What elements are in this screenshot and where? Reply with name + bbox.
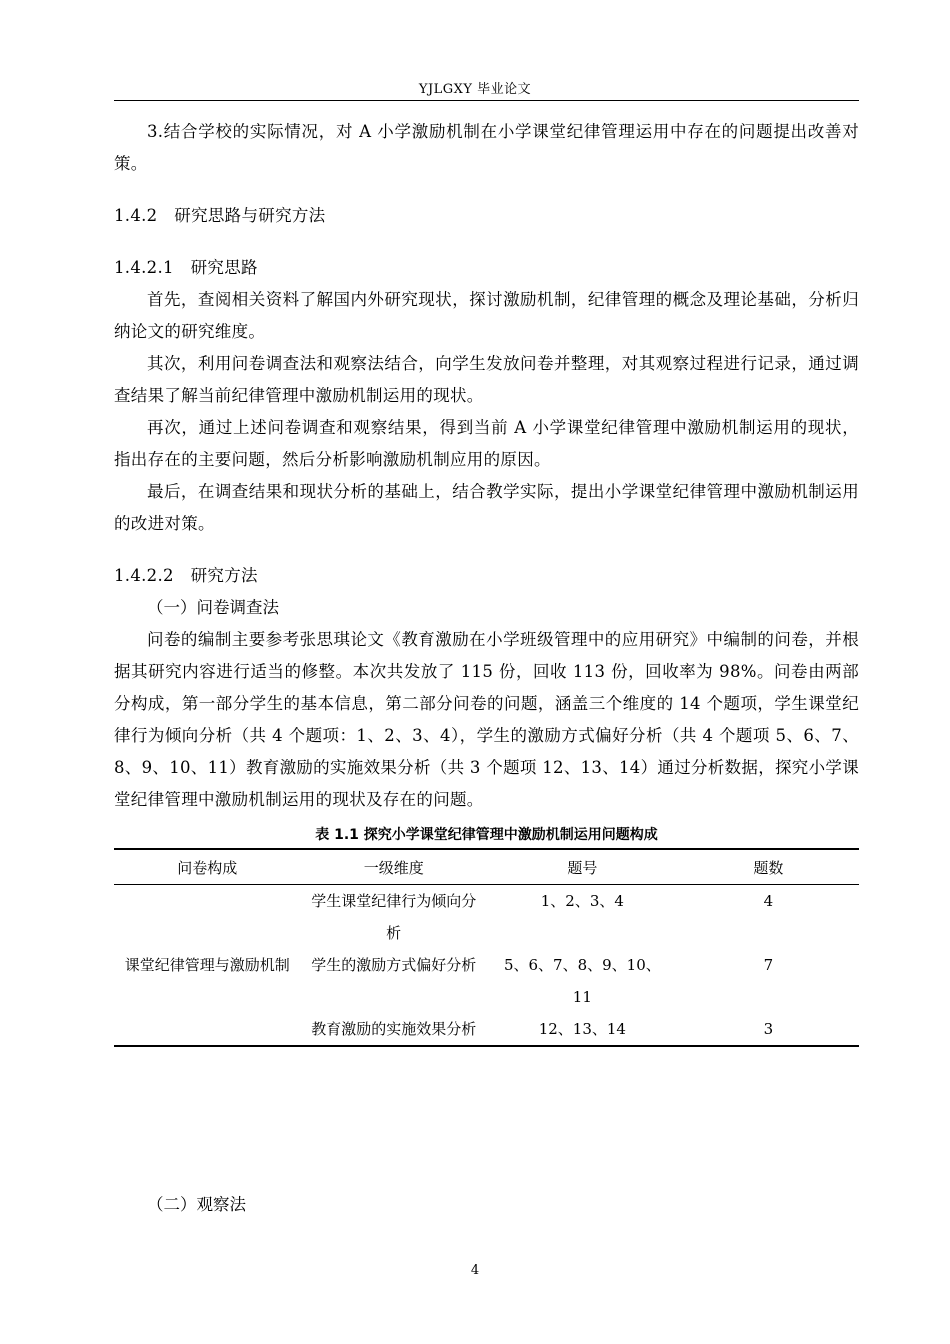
table-group-cell xyxy=(114,885,301,1047)
table-cell xyxy=(301,1013,487,1046)
paragraph-questionnaire: 问卷的编制主要参考张思琪论文《教育激励在小学班级管理中的应用研究》中编制的问卷，并根据其研究内容进行适当的修整。本次共发放了 115 份，回收 113 份，回收率为 98%。问卷由两部分构成，第一部分学生的基本信息，第二部分问卷的问题，涵盖三个维度的 14 个题项，学生课堂纪律行为倾向分析（共 4 个题项：1、2、3、4），学生的激励方式偏好分析（共 4 个题项 5、6、7、8、9、10、11）教育激励的实施效果分析（共 3 个题项 12、13、14）通过分析数据，探究小学课堂纪律管理中激励机制运用的现状及存在的问题。 xyxy=(114,630,860,809)
dimension-label: 学生课堂纪律行为倾向分析 xyxy=(311,892,477,942)
section-heading-1-4-2-1: 1.4.2.1 研究思路 xyxy=(114,258,258,277)
table-header-cell: 问卷构成 xyxy=(114,849,301,885)
table-row xyxy=(114,885,859,950)
method-observation-title: （二）观察法 xyxy=(147,1195,246,1214)
page-header: YJLGXY 毕业论文 xyxy=(418,82,532,97)
section-heading-1-4-2: 1.4.2 研究思路与研究方法 xyxy=(114,206,326,225)
table-cell: 4 xyxy=(763,892,774,910)
item-numbers: 5、6、7、8、9、10、11 xyxy=(503,956,661,1006)
table-header-cell: 题数 xyxy=(678,849,859,885)
paragraph-second: 其次，利用问卷调查法和观察法结合，向学生发放问卷并整理，对其观察过程进行记录，通过调查结果了解当前纪律管理中激励机制运用的现状。 xyxy=(114,354,859,405)
table-cell: 3 xyxy=(763,1020,774,1038)
table-cell xyxy=(301,885,487,950)
page-content xyxy=(114,116,859,1047)
item-numbers: 1、2、3、4 xyxy=(540,892,624,910)
header-divider xyxy=(114,100,859,101)
structure-table xyxy=(114,848,859,1047)
table-cell: 7 xyxy=(763,956,774,974)
table-caption: 表 1.1 探究小学课堂纪律管理中激励机制运用问题构成 xyxy=(315,827,658,843)
table-header-row xyxy=(114,849,859,885)
method-questionnaire-title: （一）问卷调查法 xyxy=(147,598,279,617)
table-header-cell: 一级维度 xyxy=(301,849,487,885)
dimension-label: 教育激励的实施效果分析 xyxy=(311,1020,477,1038)
group-label: 课堂纪律管理与激励机制 xyxy=(124,956,290,974)
table-cell xyxy=(301,949,487,1013)
table-header-cell: 题号 xyxy=(487,849,678,885)
paragraph-third: 再次，通过上述问卷调查和观察结果，得到当前 A 小学课堂纪律管理中激励机制运用的现状，指出存在的主要问题，然后分析影响激励机制应用的原因。 xyxy=(114,418,859,469)
table-cell xyxy=(487,1013,678,1046)
dimension-label: 学生的激励方式偏好分析 xyxy=(311,956,477,974)
intro-item: 3.结合学校的实际情况，对 A 小学激励机制在小学课堂纪律管理运用中存在的问题提出改善对策。 xyxy=(114,122,859,173)
section-heading-1-4-2-2: 1.4.2.2 研究方法 xyxy=(114,566,258,585)
table-cell xyxy=(487,885,678,950)
page-number: 4 xyxy=(470,1263,480,1278)
paragraph-first: 首先，查阅相关资料了解国内外研究现状，探讨激励机制，纪律管理的概念及理论基础，分析归纳论文的研究维度。 xyxy=(114,290,859,341)
table-cell xyxy=(487,949,678,1013)
paragraph-fourth: 最后，在调查结果和现状分析的基础上，结合教学实际，提出小学课堂纪律管理中激励机制运用的改进对策。 xyxy=(114,482,859,533)
item-numbers: 12、13、14 xyxy=(538,1020,626,1038)
